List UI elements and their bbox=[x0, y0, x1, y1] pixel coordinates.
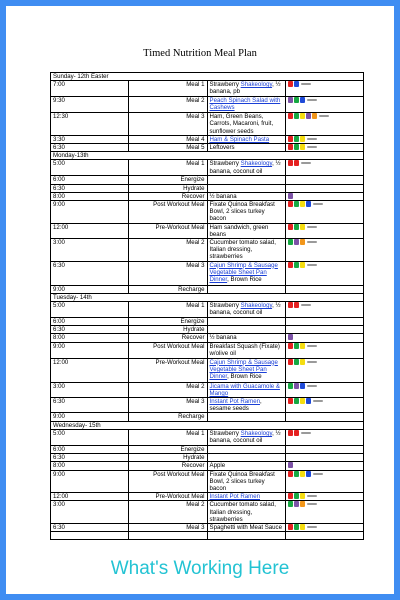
red-container-icon bbox=[288, 136, 293, 142]
red-container-icon bbox=[288, 144, 293, 150]
page-title: Timed Nutrition Meal Plan bbox=[143, 48, 257, 59]
teaspoon-icon bbox=[319, 115, 329, 117]
time-cell: 6:30 bbox=[51, 261, 129, 285]
description-text: , ½ banana, pb bbox=[209, 81, 281, 96]
description-text: ½ banana bbox=[209, 192, 237, 200]
meal-cell: Hydrate bbox=[129, 184, 207, 192]
meal-cell: Meal 2 bbox=[129, 239, 207, 262]
time-cell: 3:00 bbox=[51, 501, 129, 524]
description-cell bbox=[207, 201, 285, 224]
container-icons-cell bbox=[285, 445, 363, 453]
table-row bbox=[51, 523, 364, 531]
orange-container-icon bbox=[312, 113, 317, 119]
table-row bbox=[51, 239, 364, 262]
container-icons-cell bbox=[285, 326, 363, 334]
table-row bbox=[51, 462, 364, 470]
meal-plan-table bbox=[50, 72, 364, 540]
container-icons-cell bbox=[285, 239, 363, 262]
meal-cell: Meal 3 bbox=[129, 398, 207, 413]
teaspoon-icon bbox=[307, 361, 317, 363]
time-cell: 6:00 bbox=[51, 176, 129, 184]
description-text: Ham, Green Beans, Carrots, Macaroni, fruit, sunflower seeds bbox=[209, 113, 274, 135]
day-label: Tuesday- 14th bbox=[51, 293, 364, 301]
teaspoon-icon bbox=[307, 345, 317, 347]
table-row bbox=[51, 342, 364, 358]
purple-container-icon bbox=[288, 193, 293, 199]
description-cell bbox=[207, 176, 285, 184]
description-cell bbox=[207, 429, 285, 445]
green-container-icon bbox=[294, 136, 299, 142]
table-row bbox=[51, 176, 364, 184]
description-cell bbox=[207, 462, 285, 470]
table-row bbox=[51, 382, 364, 397]
description-text: , Brown Rice bbox=[227, 276, 262, 284]
recipe-link[interactable]: Shakeology bbox=[240, 160, 273, 168]
description-text: , ½ banana, coconut oil bbox=[209, 429, 281, 445]
red-container-icon bbox=[288, 262, 293, 268]
description-cell bbox=[207, 493, 285, 501]
red-container-icon bbox=[294, 302, 299, 308]
green-container-icon bbox=[294, 262, 299, 268]
description-cell bbox=[207, 192, 285, 200]
time-cell: 12:30 bbox=[51, 113, 129, 136]
red-container-icon bbox=[288, 113, 293, 119]
time-cell: 9:00 bbox=[51, 285, 129, 293]
meal-cell: Meal 2 bbox=[129, 97, 207, 113]
table-row bbox=[51, 532, 364, 540]
purple-container-icon bbox=[288, 462, 293, 468]
teaspoon-icon bbox=[307, 264, 317, 266]
teaspoon-icon bbox=[307, 146, 317, 148]
meal-cell: Meal 5 bbox=[129, 144, 207, 152]
table-row bbox=[51, 318, 364, 326]
day-header-row bbox=[51, 73, 364, 81]
teaspoon-icon bbox=[301, 83, 311, 85]
meal-cell: Recover bbox=[129, 334, 207, 342]
recipe-link[interactable]: Ham & Spinach Pasta bbox=[209, 135, 270, 143]
description-text: Ham sandwich, green beans bbox=[209, 223, 269, 238]
description-cell bbox=[207, 302, 285, 318]
description-text: Fixate Quinoa Breakfast Bowl, 2 slices turkey bacon bbox=[209, 201, 275, 223]
meal-cell: Post Workout Meal bbox=[129, 342, 207, 358]
description-text: , sesame seeds bbox=[209, 398, 262, 413]
green-container-icon bbox=[288, 239, 293, 245]
red-container-icon bbox=[288, 398, 293, 404]
description-text: , ½ banana, coconut oil bbox=[209, 302, 281, 317]
yellow-container-icon bbox=[300, 471, 305, 477]
container-icons-cell bbox=[285, 184, 363, 192]
description-cell bbox=[207, 358, 285, 382]
meal-cell: Meal 4 bbox=[129, 135, 207, 143]
description-text: Cucumber tomato salad, Italian dressing, strawberries bbox=[209, 239, 276, 261]
time-cell bbox=[51, 532, 129, 540]
description-cell bbox=[207, 239, 285, 262]
description-text: Strawberry bbox=[209, 429, 241, 437]
meal-cell: Meal 1 bbox=[129, 81, 207, 97]
meal-cell: Meal 1 bbox=[129, 160, 207, 176]
table-row bbox=[51, 113, 364, 136]
recipe-link[interactable]: Shakeology bbox=[240, 81, 273, 89]
blue-container-icon bbox=[306, 398, 311, 404]
meal-cell: Meal 2 bbox=[129, 382, 207, 397]
blue-container-icon bbox=[306, 471, 311, 477]
red-container-icon bbox=[288, 524, 293, 530]
recipe-link[interactable]: Cajun Shrimp & Sausage Vegetable Sheet Pan Dinner bbox=[209, 261, 278, 284]
table-row bbox=[51, 201, 364, 224]
time-cell: 9:00 bbox=[51, 413, 129, 421]
red-container-icon bbox=[288, 302, 293, 308]
purple-container-icon bbox=[306, 113, 311, 119]
meal-cell: Hydrate bbox=[129, 454, 207, 462]
description-text: Fixate Quinoa Breakfast Bowl, 2 slices turkey bacon bbox=[209, 470, 275, 492]
container-icons-cell bbox=[285, 97, 363, 113]
blue-container-icon bbox=[300, 97, 305, 103]
teaspoon-icon bbox=[307, 503, 317, 505]
time-cell: 9:00 bbox=[51, 201, 129, 224]
meal-cell: Pre-Workout Meal bbox=[129, 358, 207, 382]
table-row bbox=[51, 445, 364, 453]
orange-container-icon bbox=[300, 239, 305, 245]
time-cell: 6:30 bbox=[51, 398, 129, 413]
table-row bbox=[51, 493, 364, 501]
description-cell bbox=[207, 326, 285, 334]
table-row bbox=[51, 160, 364, 176]
red-container-icon bbox=[288, 493, 293, 499]
container-icons-cell bbox=[285, 176, 363, 184]
red-container-icon bbox=[288, 81, 293, 87]
teaspoon-icon bbox=[313, 400, 323, 402]
table-row bbox=[51, 326, 364, 334]
description-cell bbox=[207, 445, 285, 453]
time-cell: 6:30 bbox=[51, 326, 129, 334]
green-container-icon bbox=[288, 501, 293, 507]
teaspoon-icon bbox=[313, 473, 323, 475]
description-cell bbox=[207, 334, 285, 342]
container-icons-cell bbox=[285, 413, 363, 421]
table-row bbox=[51, 144, 364, 152]
container-icons-cell bbox=[285, 113, 363, 136]
table-row bbox=[51, 358, 364, 382]
container-icons-cell bbox=[285, 318, 363, 326]
yellow-container-icon bbox=[300, 359, 305, 365]
red-container-icon bbox=[288, 160, 293, 166]
red-container-icon bbox=[294, 430, 299, 436]
description-cell bbox=[207, 135, 285, 143]
recipe-link[interactable]: Shakeology bbox=[240, 302, 273, 310]
table-row bbox=[51, 261, 364, 285]
container-icons-cell bbox=[285, 382, 363, 397]
container-icons-cell bbox=[285, 261, 363, 285]
description-text: Spaghetti with Meat Sauce bbox=[209, 523, 282, 531]
red-container-icon bbox=[288, 430, 293, 436]
recipe-link[interactable]: Instant Pot Ramen bbox=[209, 493, 260, 501]
table-row bbox=[51, 501, 364, 524]
description-text: Strawberry bbox=[209, 160, 241, 168]
description-cell bbox=[207, 398, 285, 413]
container-icons-cell bbox=[285, 192, 363, 200]
container-icons-cell bbox=[285, 135, 363, 143]
description-cell bbox=[207, 454, 285, 462]
green-container-icon bbox=[294, 144, 299, 150]
time-cell: 3:00 bbox=[51, 382, 129, 397]
green-container-icon bbox=[294, 224, 299, 230]
red-container-icon bbox=[288, 359, 293, 365]
yellow-container-icon bbox=[300, 343, 305, 349]
description-cell bbox=[207, 501, 285, 524]
container-icons-cell bbox=[285, 144, 363, 152]
description-text: Leftovers bbox=[209, 144, 235, 152]
table-row bbox=[51, 470, 364, 493]
time-cell: 5:00 bbox=[51, 160, 129, 176]
table-row bbox=[51, 285, 364, 293]
teaspoon-icon bbox=[301, 432, 311, 434]
table-row bbox=[51, 223, 364, 238]
description-text: Strawberry bbox=[209, 81, 241, 89]
time-cell: 3:30 bbox=[51, 135, 129, 143]
red-container-icon bbox=[288, 471, 293, 477]
time-cell: 6:00 bbox=[51, 318, 129, 326]
description-cell bbox=[207, 318, 285, 326]
footer-caption: What's Working Here bbox=[110, 558, 290, 579]
time-cell: 8:00 bbox=[51, 192, 129, 200]
yellow-container-icon bbox=[300, 113, 305, 119]
yellow-container-icon bbox=[300, 493, 305, 499]
meal-cell: Meal 3 bbox=[129, 113, 207, 136]
container-icons-cell bbox=[285, 523, 363, 531]
day-header-row bbox=[51, 293, 364, 301]
description-cell bbox=[207, 184, 285, 192]
green-container-icon bbox=[294, 471, 299, 477]
container-icons-cell bbox=[285, 462, 363, 470]
red-container-icon bbox=[288, 201, 293, 207]
teaspoon-icon bbox=[307, 495, 317, 497]
meal-cell: Recharge bbox=[129, 285, 207, 293]
green-container-icon bbox=[294, 524, 299, 530]
blue-container-icon bbox=[294, 81, 299, 87]
container-icons-cell bbox=[285, 223, 363, 238]
purple-container-icon bbox=[288, 97, 293, 103]
table-row bbox=[51, 334, 364, 342]
table-row bbox=[51, 454, 364, 462]
description-text: Strawberry bbox=[209, 302, 241, 310]
description-cell bbox=[207, 532, 285, 540]
time-cell: 6:00 bbox=[51, 445, 129, 453]
description-text: Apple bbox=[209, 462, 226, 470]
meal-cell: Pre-Workout Meal bbox=[129, 493, 207, 501]
meal-cell: Recharge bbox=[129, 413, 207, 421]
meal-cell: Energize bbox=[129, 176, 207, 184]
description-text: ½ banana bbox=[209, 334, 237, 342]
meal-cell: Recover bbox=[129, 192, 207, 200]
green-container-icon bbox=[294, 343, 299, 349]
container-icons-cell bbox=[285, 302, 363, 318]
meal-cell: Post Workout Meal bbox=[129, 201, 207, 224]
container-icons-cell bbox=[285, 454, 363, 462]
time-cell: 12:00 bbox=[51, 223, 129, 238]
teaspoon-icon bbox=[313, 203, 323, 205]
meal-cell: Post Workout Meal bbox=[129, 470, 207, 493]
time-cell: 5:00 bbox=[51, 302, 129, 318]
teaspoon-icon bbox=[307, 99, 317, 101]
recipe-link[interactable]: Instant Pot Ramen bbox=[209, 398, 260, 406]
container-icons-cell bbox=[285, 285, 363, 293]
recipe-link[interactable]: Peach Spinach Salad with Cashews bbox=[209, 97, 281, 112]
day-label: Monday-13th bbox=[51, 152, 364, 160]
time-cell: 5:00 bbox=[51, 429, 129, 445]
meal-cell: Meal 3 bbox=[129, 523, 207, 531]
description-cell bbox=[207, 413, 285, 421]
green-container-icon bbox=[294, 97, 299, 103]
green-container-icon bbox=[294, 493, 299, 499]
description-cell bbox=[207, 523, 285, 531]
description-cell bbox=[207, 382, 285, 397]
container-icons-cell bbox=[285, 429, 363, 445]
meal-cell: Recover bbox=[129, 462, 207, 470]
container-icons-cell bbox=[285, 358, 363, 382]
container-icons-cell bbox=[285, 334, 363, 342]
yellow-container-icon bbox=[300, 398, 305, 404]
meal-cell: Energize bbox=[129, 445, 207, 453]
red-container-icon bbox=[288, 343, 293, 349]
description-cell bbox=[207, 160, 285, 176]
time-cell: 9:00 bbox=[51, 342, 129, 358]
description-cell bbox=[207, 261, 285, 285]
meal-plan-body bbox=[51, 73, 364, 540]
day-label: Sunday- 12th Easter bbox=[51, 73, 364, 81]
recipe-link[interactable]: Cajun Shrimp & Sausage Vegetable Sheet Pan Dinner bbox=[209, 358, 278, 381]
meal-cell: Meal 1 bbox=[129, 302, 207, 318]
description-text: Breakfast Squash (Fixate) w/olive oil bbox=[209, 342, 280, 357]
time-cell: 6:30 bbox=[51, 523, 129, 531]
meal-cell: Hydrate bbox=[129, 326, 207, 334]
teaspoon-icon bbox=[307, 138, 317, 140]
time-cell: 9:00 bbox=[51, 470, 129, 493]
teaspoon-icon bbox=[301, 162, 311, 164]
yellow-container-icon bbox=[300, 201, 305, 207]
time-cell: 8:00 bbox=[51, 462, 129, 470]
recipe-link[interactable]: Shakeology bbox=[240, 429, 273, 437]
yellow-container-icon bbox=[300, 262, 305, 268]
purple-container-icon bbox=[294, 501, 299, 507]
time-cell: 3:00 bbox=[51, 239, 129, 262]
meal-cell: Pre-Workout Meal bbox=[129, 223, 207, 238]
purple-container-icon bbox=[294, 239, 299, 245]
meal-cell: Energize bbox=[129, 318, 207, 326]
green-container-icon bbox=[294, 201, 299, 207]
blue-container-icon bbox=[300, 383, 305, 389]
container-icons-cell bbox=[285, 160, 363, 176]
container-icons-cell bbox=[285, 532, 363, 540]
container-icons-cell bbox=[285, 470, 363, 493]
time-cell: 7:00 bbox=[51, 81, 129, 97]
yellow-container-icon bbox=[300, 524, 305, 530]
time-cell: 9:30 bbox=[51, 97, 129, 113]
container-icons-cell bbox=[285, 81, 363, 97]
description-cell bbox=[207, 97, 285, 113]
description-cell bbox=[207, 113, 285, 136]
description-cell bbox=[207, 81, 285, 97]
teaspoon-icon bbox=[307, 241, 317, 243]
description-cell bbox=[207, 470, 285, 493]
description-cell bbox=[207, 144, 285, 152]
container-icons-cell bbox=[285, 501, 363, 524]
green-container-icon bbox=[294, 398, 299, 404]
teaspoon-icon bbox=[307, 226, 317, 228]
container-icons-cell bbox=[285, 342, 363, 358]
container-icons-cell bbox=[285, 493, 363, 501]
description-cell bbox=[207, 342, 285, 358]
time-cell: 6:30 bbox=[51, 184, 129, 192]
meal-cell: Meal 2 bbox=[129, 501, 207, 524]
day-header-row bbox=[51, 152, 364, 160]
yellow-container-icon bbox=[300, 224, 305, 230]
red-container-icon bbox=[288, 224, 293, 230]
meal-cell bbox=[129, 532, 207, 540]
red-container-icon bbox=[294, 160, 299, 166]
teaspoon-icon bbox=[307, 526, 317, 528]
table-row bbox=[51, 192, 364, 200]
table-row bbox=[51, 429, 364, 445]
time-cell: 12:00 bbox=[51, 358, 129, 382]
orange-container-icon bbox=[300, 501, 305, 507]
time-cell: 12:00 bbox=[51, 493, 129, 501]
table-row bbox=[51, 302, 364, 318]
description-text: Cucumber tomato salad, Italian dressing, strawberries bbox=[209, 501, 276, 523]
blue-container-icon bbox=[306, 201, 311, 207]
day-label: Wednesday- 15th bbox=[51, 421, 364, 429]
recipe-link[interactable]: Jicama with Guacamole & Mango bbox=[209, 382, 280, 397]
yellow-container-icon bbox=[300, 136, 305, 142]
purple-container-icon bbox=[294, 383, 299, 389]
meal-cell: Meal 3 bbox=[129, 261, 207, 285]
green-container-icon bbox=[294, 359, 299, 365]
description-text: , Brown Rice bbox=[227, 373, 262, 381]
day-header-row bbox=[51, 421, 364, 429]
table-row bbox=[51, 81, 364, 97]
purple-container-icon bbox=[288, 334, 293, 340]
table-row bbox=[51, 398, 364, 413]
teaspoon-icon bbox=[307, 385, 317, 387]
green-container-icon bbox=[294, 113, 299, 119]
container-icons-cell bbox=[285, 201, 363, 224]
meal-cell: Meal 1 bbox=[129, 429, 207, 445]
yellow-container-icon bbox=[300, 144, 305, 150]
teaspoon-icon bbox=[301, 304, 311, 306]
green-container-icon bbox=[288, 383, 293, 389]
table-row bbox=[51, 135, 364, 143]
time-cell: 8:00 bbox=[51, 334, 129, 342]
description-cell bbox=[207, 223, 285, 238]
time-cell: 6:30 bbox=[51, 454, 129, 462]
description-text: , ½ banana, coconut oil bbox=[209, 160, 281, 175]
table-row bbox=[51, 97, 364, 113]
description-cell bbox=[207, 285, 285, 293]
table-row bbox=[51, 413, 364, 421]
container-icons-cell bbox=[285, 398, 363, 413]
time-cell: 6:30 bbox=[51, 144, 129, 152]
table-row bbox=[51, 184, 364, 192]
